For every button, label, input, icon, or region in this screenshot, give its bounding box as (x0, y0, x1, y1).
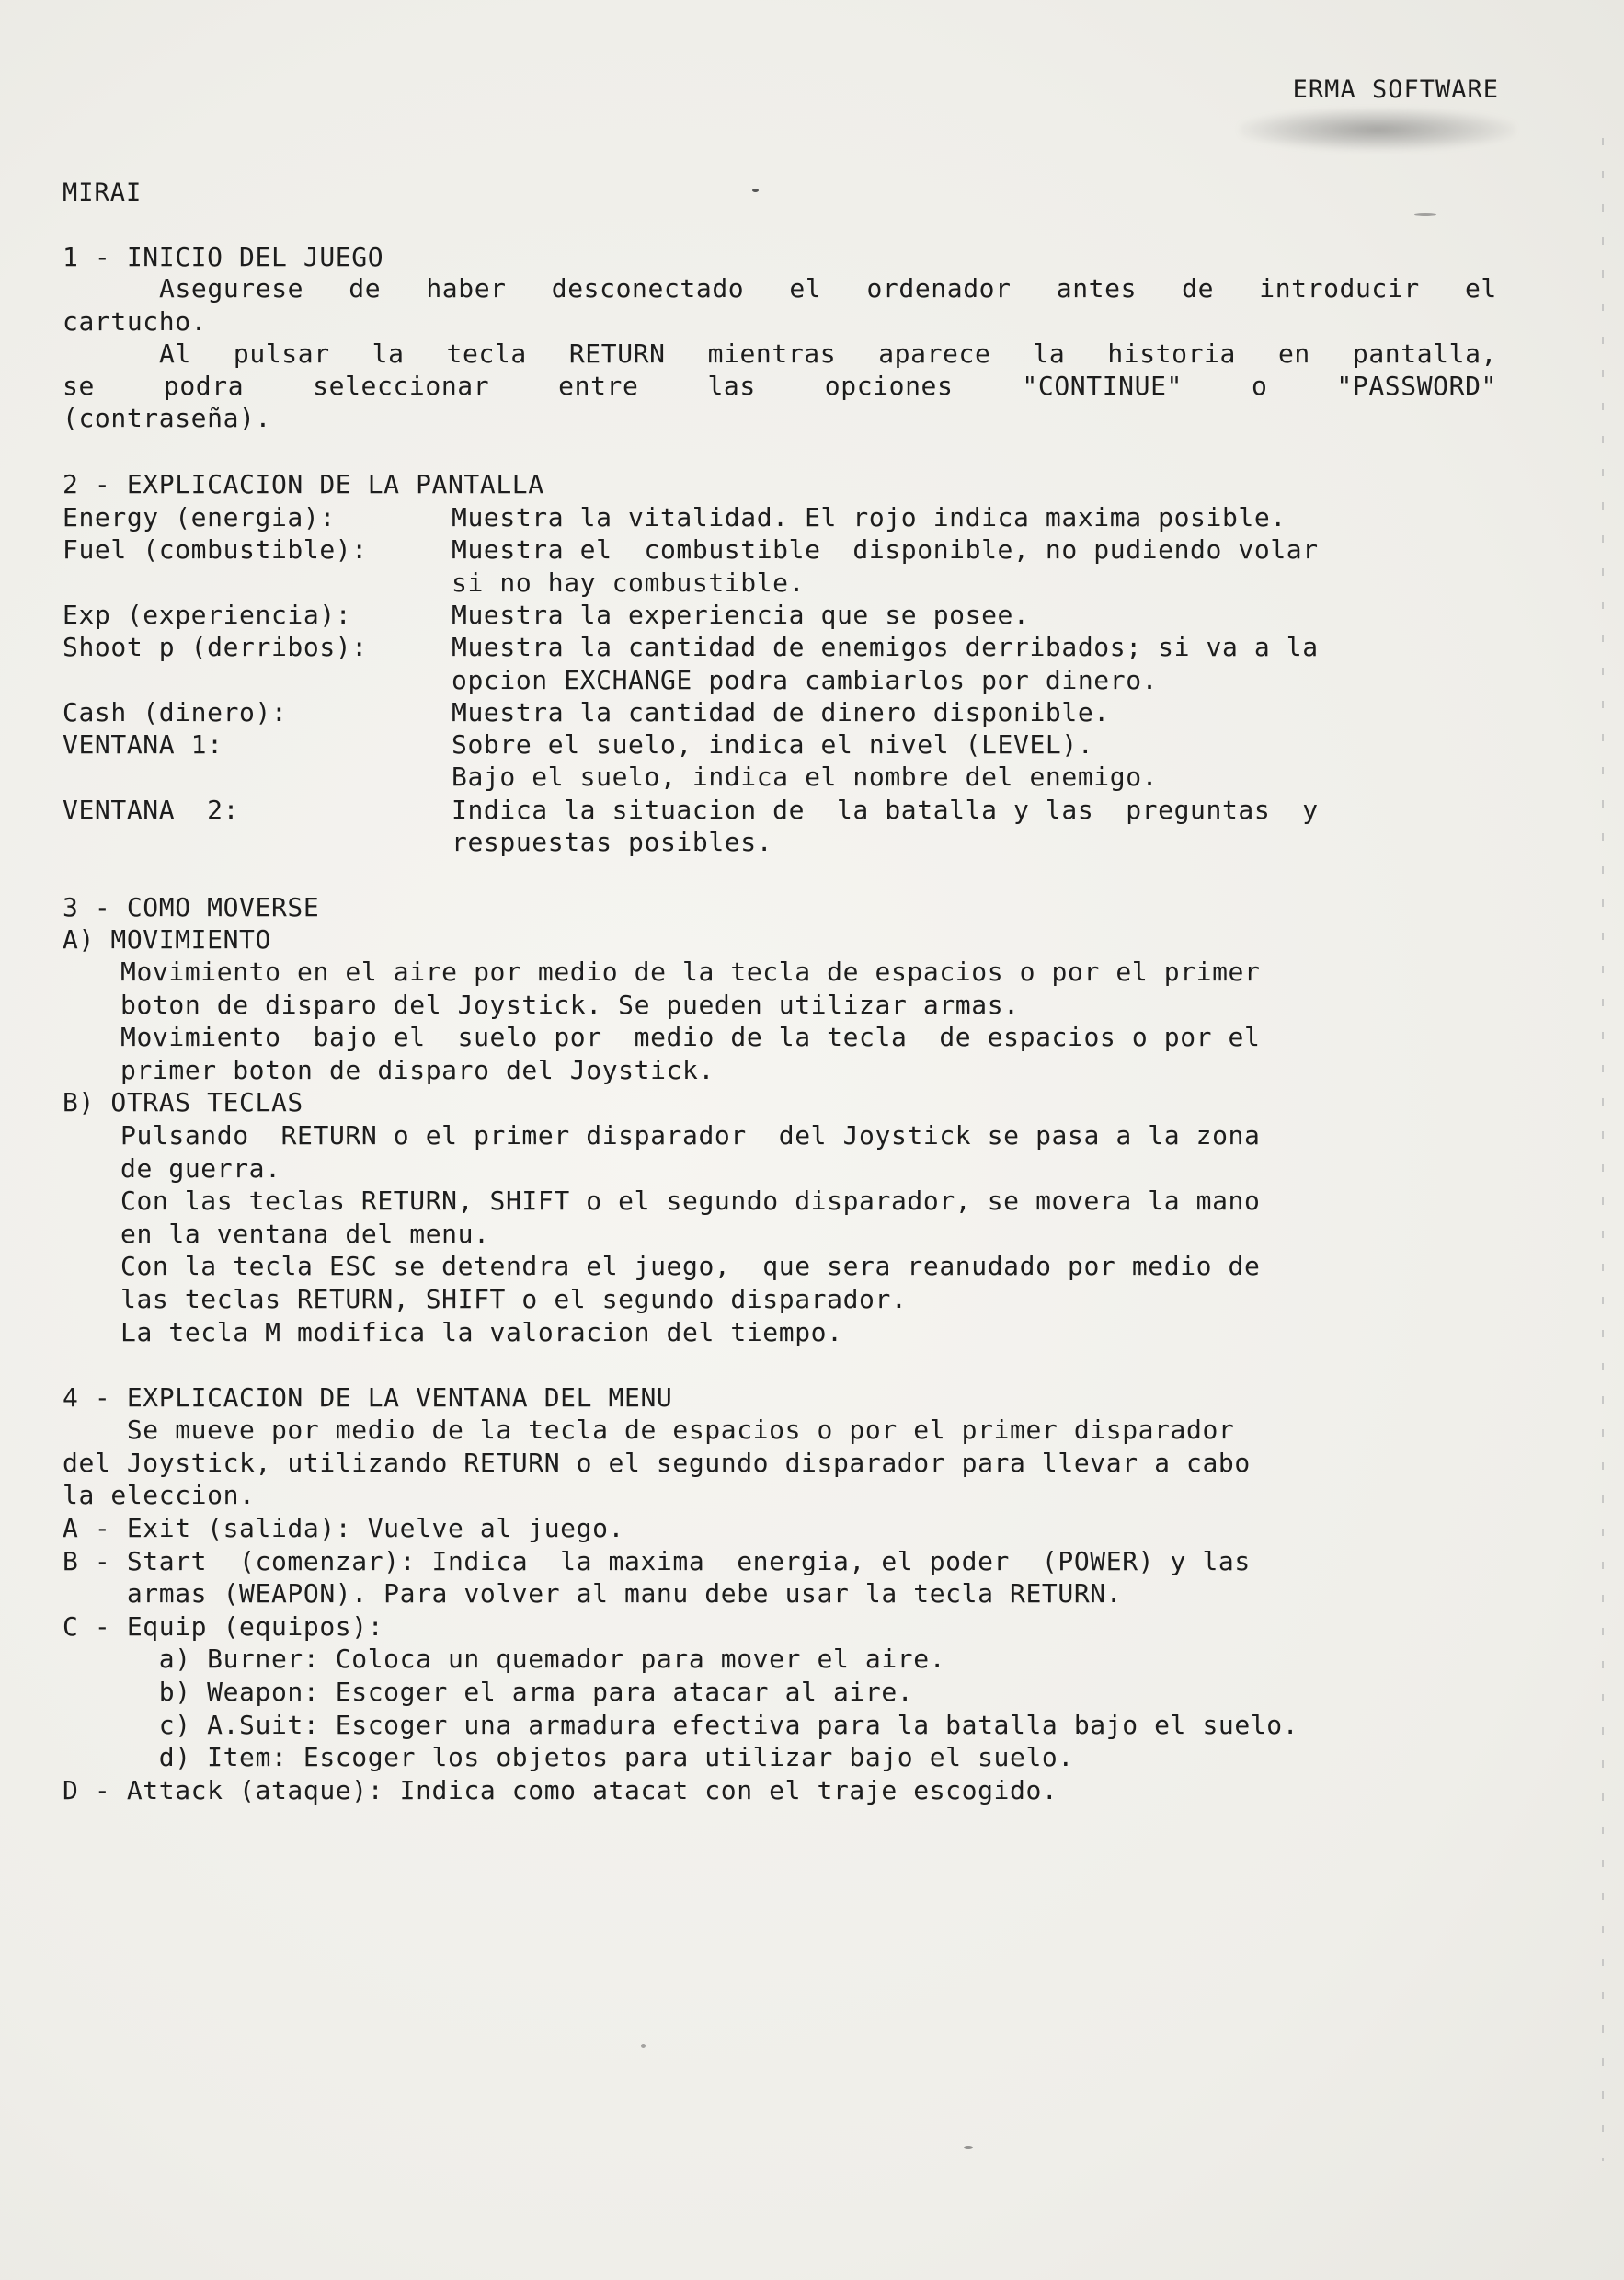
word: la (372, 338, 405, 369)
section-3-heading: 3 - COMO MOVERSE (63, 892, 320, 922)
word: historia (1107, 338, 1236, 369)
menu-item-line: b) Weapon: Escoger el arma para atacar al aire. (63, 1677, 914, 1707)
screen-item-description: Bajo el suelo, indica el nombre del enemigo. (452, 762, 1159, 793)
movement-line: primer boton de disparo del Joystick. (120, 1054, 715, 1085)
word: pulsar (233, 338, 330, 369)
ink-smudge (1240, 109, 1515, 151)
speck (641, 2044, 646, 2048)
movement-line: Movimiento bajo el suelo por medio de la tecla de espacios o por el (120, 1022, 1261, 1052)
screen-item-description: Muestra la cantidad de dinero disponible. (452, 696, 1110, 728)
word: "CONTINUE" (1022, 371, 1183, 401)
menu-item-line: armas (WEAPON). Para volver al manu debe usar la tecla RETURN. (63, 1578, 1123, 1610)
screen-item-description: Muestra la cantidad de enemigos derribados; si va a la (452, 632, 1319, 663)
menu-item-line: C - Equip (equipos): (63, 1610, 384, 1642)
word: opciones (824, 371, 954, 401)
section-1-paragraph-1-line-1 (159, 273, 1497, 304)
word: desconectado (551, 273, 745, 304)
word: antes (1056, 273, 1138, 304)
section-3-a-heading: A) MOVIMIENTO (63, 924, 271, 955)
word: el (1464, 273, 1497, 304)
word: o (1251, 371, 1268, 401)
other-keys-line: Pulsando RETURN o el primer disparador del Joystick se pasa a la zona (120, 1120, 1261, 1151)
word: las (707, 371, 756, 401)
screen-item-description: opcion EXCHANGE podra cambiarlos por dinero. (452, 664, 1159, 695)
menu-item-line: a) Burner: Coloca un quemador para mover el aire. (63, 1644, 946, 1675)
screen-item-term: VENTANA 1: (63, 729, 223, 761)
screen-item-term: Exp (experiencia): (63, 599, 352, 630)
speck (964, 2146, 973, 2149)
menu-intro-line: del Joystick, utilizando RETURN o el segundo disparador para llevar a cabo (63, 1447, 1251, 1478)
word: haber (426, 273, 507, 304)
word: aparece (878, 338, 991, 369)
other-keys-line: en la ventana del menu. (120, 1218, 490, 1249)
menu-item-line: A - Exit (salida): Vuelve al juego. (63, 1513, 625, 1543)
section-1-paragraph-2-line-1 (159, 338, 1497, 369)
word: Asegurese (159, 273, 304, 304)
other-keys-line: Con la tecla ESC se detendra el juego, que sera reanudado por medio de (120, 1251, 1261, 1282)
menu-item-line: d) Item: Escoger los objetos para utilizar bajo el suelo. (63, 1742, 1074, 1773)
word: tecla (446, 338, 527, 369)
menu-item-line: D - Attack (ataque): Indica como atacat con el traje escogido. (63, 1774, 1058, 1805)
screen-item-description: si no hay combustible. (452, 567, 806, 598)
screen-item-description: Sobre el suelo, indica el nivel (LEVEL). (452, 729, 1094, 761)
movement-line: boton de disparo del Joystick. Se pueden utilizar armas. (120, 989, 1020, 1020)
section-4-heading: 4 - EXPLICACION DE LA VENTANA DEL MENU (63, 1382, 673, 1413)
section-1-heading: 1 - INICIO DEL JUEGO (63, 242, 384, 272)
word: seleccionar (313, 371, 490, 401)
menu-intro-line: Se mueve por medio de la tecla de espacios o por el primer disparador (63, 1415, 1235, 1445)
screen-item-description: Indica la situacion de la batalla y las preguntas y (452, 794, 1319, 825)
screen-item-term: Fuel (combustible): (63, 534, 368, 566)
speck (1414, 213, 1436, 216)
word: pantalla, (1352, 338, 1497, 369)
word: el (789, 273, 822, 304)
screen-item-description: Muestra el combustible disponible, no pudiendo volar (452, 534, 1319, 566)
screen-item-term: VENTANA 2: (63, 794, 240, 825)
screen-item-description: Muestra la vitalidad. El rojo indica maxima posible. (452, 502, 1287, 533)
movement-line: Movimiento en el aire por medio de la tecla de espacios o por el primer (120, 957, 1261, 987)
word: entre (558, 371, 639, 401)
menu-intro-line: la eleccion. (63, 1480, 256, 1510)
section-1-paragraph-2-line-3: (contraseña). (63, 403, 271, 433)
screen-item-description: respuestas posibles. (452, 827, 773, 857)
menu-item-line: c) A.Suit: Escoger una armadura efectiva para la batalla bajo el suelo. (63, 1709, 1299, 1740)
word: de (1182, 273, 1215, 304)
word: en (1277, 338, 1310, 369)
document-title: MIRAI (63, 178, 143, 207)
word: Al (159, 338, 191, 369)
section-3-b-heading: B) OTRAS TECLAS (63, 1087, 303, 1117)
menu-item-line: B - Start (comenzar): Indica la maxima energia, el poder (POWER) y las (63, 1545, 1251, 1576)
section-2-heading: 2 - EXPLICACION DE LA PANTALLA (63, 469, 544, 499)
screen-item-term: Energy (energia): (63, 502, 336, 533)
other-keys-line: de guerra. (120, 1152, 281, 1184)
company-header: ERMA SOFTWARE (1292, 75, 1499, 104)
word: ordenador (866, 273, 1012, 304)
word: de (349, 273, 382, 304)
word: mientras (707, 338, 837, 369)
speck (752, 189, 759, 192)
other-keys-line: Con las teclas RETURN, SHIFT o el segundo disparador, se movera la mano (120, 1186, 1261, 1217)
word: RETURN (568, 338, 666, 369)
screen-item-term: Shoot p (derribos): (63, 632, 368, 663)
word: "PASSWORD" (1336, 371, 1497, 401)
screen-item-term: Cash (dinero): (63, 696, 288, 728)
other-keys-line: La tecla M modifica la valoracion del tiempo. (120, 1316, 843, 1347)
other-keys-line: las teclas RETURN, SHIFT o el segundo disparador. (120, 1284, 908, 1314)
section-1-paragraph-2-line-2 (63, 371, 1497, 401)
section-1-paragraph-1-line-2: cartucho. (63, 306, 208, 337)
word: podra (163, 371, 245, 401)
perforation-line (1602, 138, 1604, 2161)
word: se (63, 371, 95, 401)
word: la (1033, 338, 1066, 369)
word: introducir (1259, 273, 1420, 304)
screen-item-description: Muestra la experiencia que se posee. (452, 599, 1030, 630)
